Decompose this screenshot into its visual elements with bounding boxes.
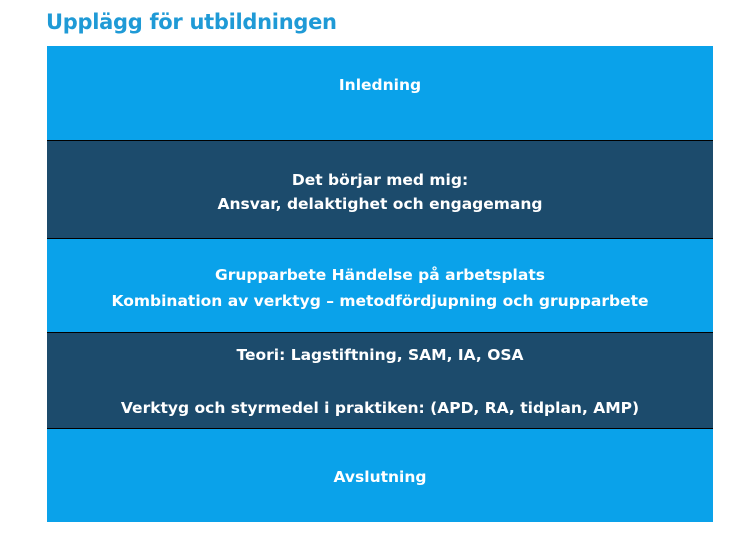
section-inledning: [47, 46, 713, 140]
section-label: Avslutning: [333, 468, 427, 486]
section-det-borjar-med-mig: [47, 140, 713, 238]
section-label: Inledning: [338, 76, 422, 94]
section-sublabel: Kombination av verktyg – metodfördjupning och grupparbete: [111, 292, 649, 310]
section-label: Grupparbete Händelse på arbetsplats: [215, 266, 545, 284]
section-sublabel: Ansvar, delaktighet och engagemang: [217, 195, 543, 213]
section-label: Det börjar med mig:: [291, 171, 469, 189]
section-teori: [47, 332, 713, 428]
section-label: Teori: Lagstiftning, SAM, IA, OSA: [236, 346, 524, 364]
course-outline: [47, 46, 713, 522]
section-avslutning: [47, 428, 713, 522]
section-grupparbete: [47, 238, 713, 332]
page-title: Upplägg för utbildningen: [46, 10, 337, 34]
section-sublabel: Verktyg och styrmedel i praktiken: (APD, RA, tidplan, AMP): [120, 399, 640, 417]
